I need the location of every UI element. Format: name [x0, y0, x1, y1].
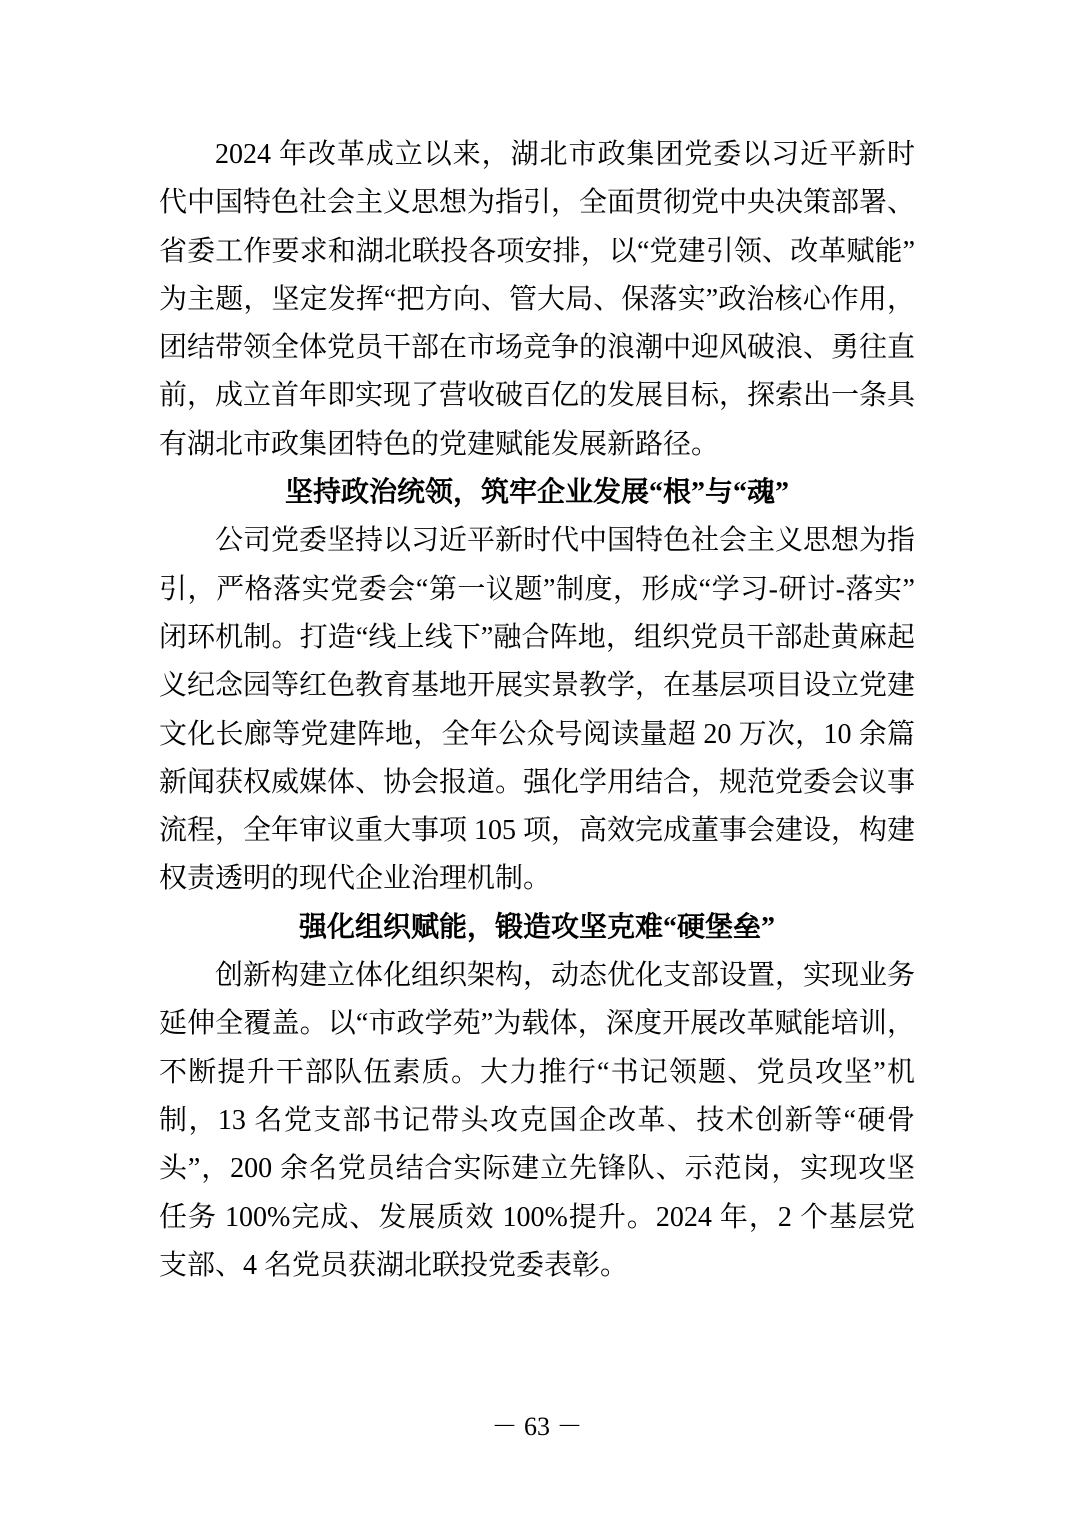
- section-heading-political-leadership: 坚持政治统领，筑牢企业发展“根”与“魂”: [284, 477, 789, 509]
- section-heading-organization-empowerment: 强化组织赋能，锻造攻坚克难“硬堡垒”: [298, 911, 775, 943]
- paragraph-organization-empowerment: 创新构建立体化组织架构，动态优化支部设置，实现业务延伸全覆盖。以“市政学苑”为载体，深度开展改革赋能培训，不断提升干部队伍素质。大力推行“书记领题、党员攻坚”机制，13 名党支部书记带头攻克国企改革、技术创新等“硬骨头”，200 余名党员结合实际建立先锋队、示范岗，实现攻坚任务 100%完成、发展质效 100%提升。2024 年，2 个基层党支部、4 名党员获湖北联投党委表彰。: [159, 960, 916, 1281]
- paragraph-intro: 2024 年改革成立以来，湖北市政集团党委以习近平新时代中国特色社会主义思想为指引，全面贯彻党中央决策部署、省委工作要求和湖北联投各项安排，以“党建引领、改革赋能”为主题，坚定发挥“把方向、管大局、保落实”政治核心作用，团结带领全体党员干部在市场竞争的浪潮中迎风破浪、勇往直前，成立首年即实现了营收破百亿的发展目标，探索出一条具有湖北市政集团特色的党建赋能发展新路径。: [159, 139, 916, 460]
- paragraph-political-leadership: 公司党委坚持以习近平新时代中国特色社会主义思想为指引，严格落实党委会“第一议题”制度，形成“学习-研讨-落实”闭环机制。打造“线上线下”融合阵地，组织党员干部赴黄麻起义纪念园等红色教育基地开展实景教学，在基层项目设立党建文化长廊等党建阵地，全年公众号阅读量超 20 万次，10 余篇新闻获权威媒体、协会报道。强化学用结合，规范党委会议事流程，全年审议重大事项 105 项，高效完成董事会建设，构建权责透明的现代企业治理机制。: [159, 525, 916, 895]
- document-body: [159, 131, 915, 1290]
- page-number: － 63 －: [491, 1412, 583, 1441]
- page-footer: [0, 1412, 1074, 1442]
